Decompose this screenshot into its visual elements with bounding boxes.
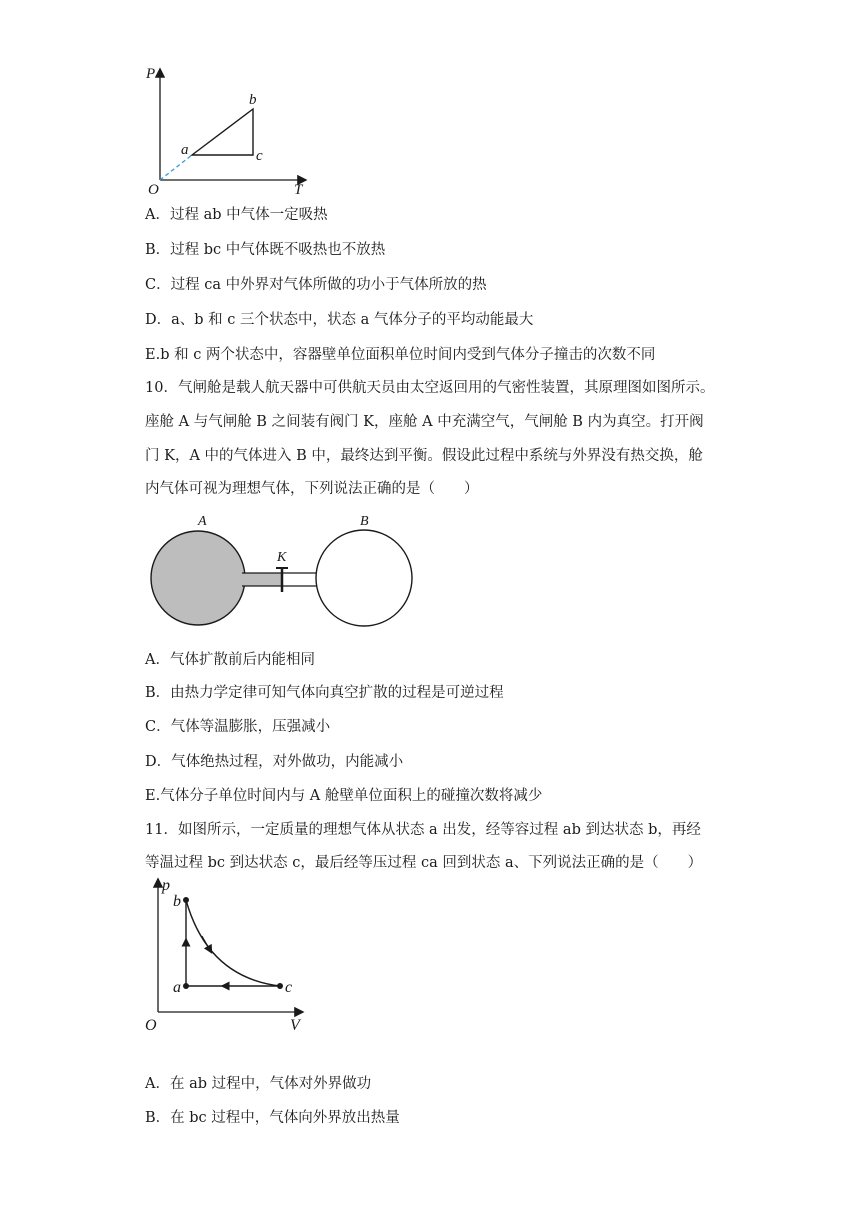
point-c bbox=[277, 983, 283, 989]
q10-option-b: B．由热力学定律可知气体向真空扩散的过程是可逆过程 bbox=[145, 685, 504, 701]
cabin-b bbox=[316, 530, 412, 626]
q10-option-d: D．气体绝热过程，对外做功，内能减小 bbox=[145, 754, 404, 770]
q10-option-c: C．气体等温膨胀，压强减小 bbox=[145, 719, 331, 735]
point-a-label: a bbox=[173, 979, 181, 996]
label-a: A bbox=[198, 514, 207, 529]
q9-option-b: B．过程 bc 中气体既不吸热也不放热 bbox=[145, 242, 386, 258]
cabin-a bbox=[151, 531, 245, 625]
connecting-pipe-filled bbox=[242, 573, 282, 586]
origin-label: O bbox=[148, 182, 159, 198]
q10-stem-line-1: 10．气闸舱是载人航天器中可供航天员由太空返回用的气密性装置，其原理图如图所示。 bbox=[145, 380, 715, 396]
q9-option-d: D．a、b 和 c 三个状态中，状态 a 气体分子的平均动能最大 bbox=[145, 312, 534, 328]
q10-stem-line-3: 门 K，A 中的气体进入 B 中，最终达到平衡。假设此过程中系统与外界没有热交换，舱 bbox=[145, 448, 703, 464]
q9-option-e: E.b 和 c 两个状态中，容器壁单位面积单位时间内受到气体分子撞击的次数不同 bbox=[145, 347, 656, 363]
dashed-extension bbox=[160, 155, 192, 180]
airlock-diagram bbox=[150, 512, 420, 634]
q9-option-c: C．过程 ca 中外界对气体所做的功小于气体所放的热 bbox=[145, 277, 487, 293]
q11-stem-line-2: 等温过程 bc 到达状态 c，最后经等压过程 ca 回到状态 a、下列说法正确的是（ ） bbox=[145, 855, 703, 871]
q11-stem-line-1: 11．如图所示，一定质量的理想气体从状态 a 出发，经等容过程 ab 到达状态 b，再经 bbox=[145, 822, 701, 838]
point-a-label: a bbox=[181, 142, 189, 158]
axis-x-label: V bbox=[290, 1017, 300, 1034]
axis-y-label: p bbox=[162, 877, 170, 894]
pt-diagram bbox=[140, 62, 320, 198]
q10-stem-line-4: 内气体可视为理想气体，下列说法正确的是（ ） bbox=[145, 481, 479, 497]
q10-option-a: A．气体扩散前后内能相同 bbox=[145, 652, 315, 668]
pv-diagram bbox=[140, 870, 320, 1034]
label-b: B bbox=[360, 514, 369, 529]
point-c-label: c bbox=[256, 148, 263, 164]
q10-stem-line-2: 座舱 A 与气闸舱 B 之间装有阀门 K，座舱 A 中充满空气，气闸舱 B 内为真空。打开阀 bbox=[145, 414, 704, 430]
point-c-label: c bbox=[285, 979, 293, 996]
axis-x-label: T bbox=[294, 182, 303, 198]
q11-option-a: A．在 ab 过程中，气体对外界做功 bbox=[145, 1076, 372, 1092]
label-k: K bbox=[277, 550, 287, 565]
point-a bbox=[183, 983, 189, 989]
point-b-label: b bbox=[173, 893, 181, 910]
process-triangle bbox=[192, 109, 253, 155]
q11-option-b: B．在 bc 过程中，气体向外界放出热量 bbox=[145, 1110, 400, 1126]
point-b-label: b bbox=[249, 92, 257, 108]
origin-label: O bbox=[145, 1017, 157, 1034]
q9-option-a: A．过程 ab 中气体一定吸热 bbox=[145, 207, 328, 223]
axis-y-label: P bbox=[146, 66, 156, 82]
q10-option-e: E.气体分子单位时间内与 A 舱壁单位面积上的碰撞次数将减少 bbox=[145, 788, 543, 804]
process-bc bbox=[186, 900, 280, 986]
point-b bbox=[183, 897, 189, 903]
